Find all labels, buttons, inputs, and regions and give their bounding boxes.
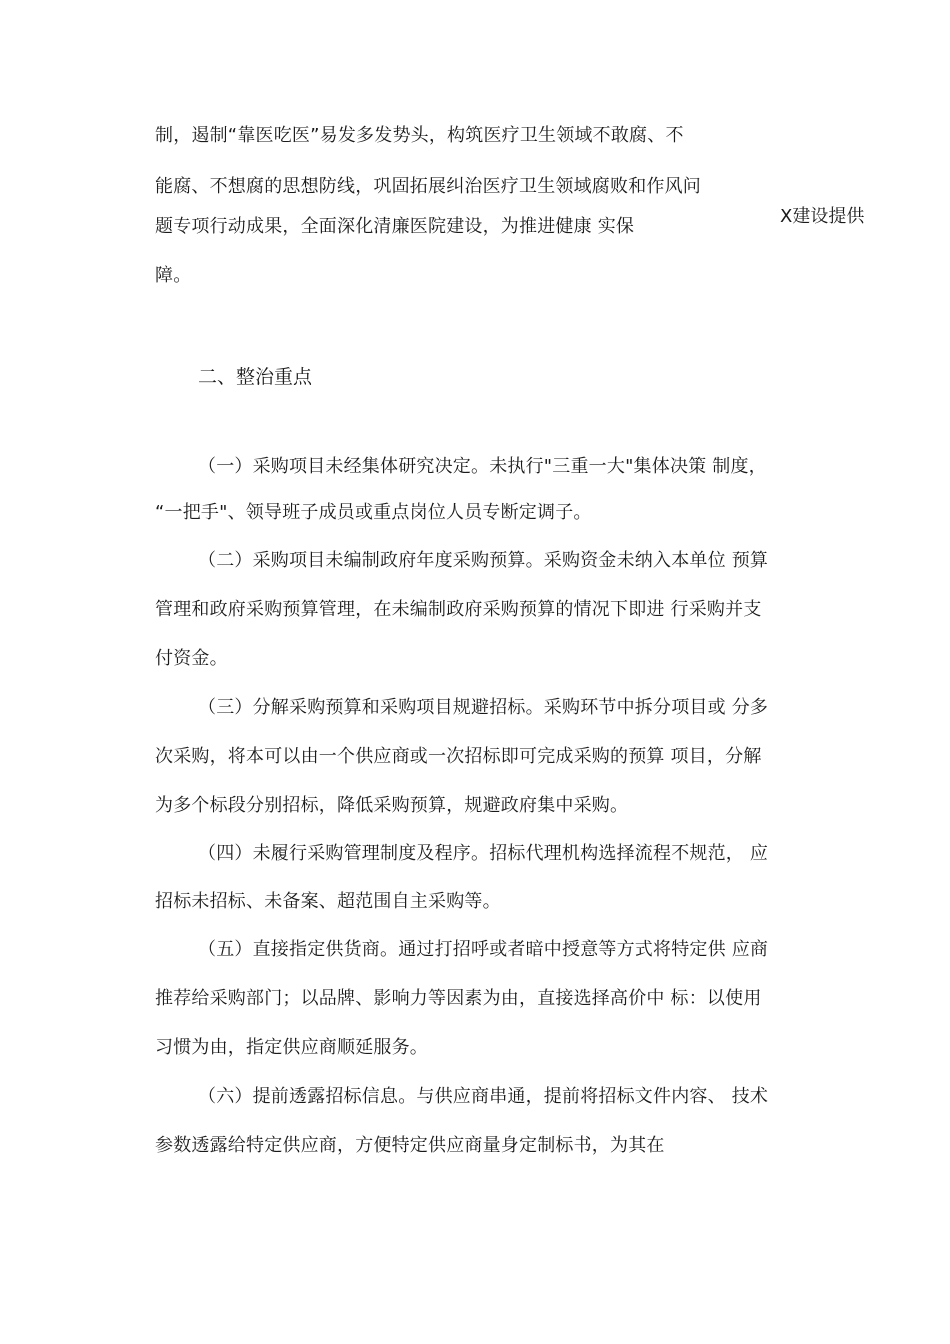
item-5-line-2: 推荐给采购部门；以品牌、影响力等因素为由，直接选择高价中 标：以使用: [155, 988, 762, 1009]
item-6-line-2: 参数透露给特定供应商，方便特定供应商量身定制标书，为其在: [155, 1135, 665, 1156]
intro-line-1: 制，遏制“靠医吃医”易发多发势头，构筑医疗卫生领域不敢腐、不: [155, 125, 684, 146]
item-2-line-1: （二）采购项目未编制政府年度采购预算。采购资金未纳入本单位 预算: [198, 550, 769, 571]
item-3-line-2: 次采购，将本可以由一个供应商或一次招标即可完成采购的预算 项目，分解: [155, 746, 762, 767]
item-2-line-3: 付资金。: [155, 648, 228, 669]
item-5-line-1: （五）直接指定供货商。通过打招呼或者暗中授意等方式将特定供 应商: [198, 939, 769, 960]
item-4-line-1: （四）未履行采购管理制度及程序。招标代理机构选择流程不规范， 应: [198, 843, 769, 864]
item-4-line-2: 招标未招标、未备案、超范围自主采购等。: [155, 891, 501, 912]
intro-line-2: 能腐、不想腐的思想防线，巩固拓展纠治医疗卫生领域腐败和作风问: [155, 176, 701, 197]
item-1-line-1: （一）采购项目未经集体研究决定。未执行"三重一大"集体决策 制度，: [198, 456, 767, 477]
item-3-line-1: （三）分解采购预算和采购项目规避招标。采购环节中拆分项目或 分多: [198, 697, 769, 718]
side-note-text: X建设提供: [780, 206, 865, 227]
item-5-line-3: 习惯为由，指定供应商顺延服务。: [155, 1037, 428, 1058]
item-6-line-1: （六）提前透露招标信息。与供应商串通，提前将招标文件内容、 技术: [198, 1086, 769, 1107]
item-3-line-3: 为多个标段分别招标，降低采购预算，规避政府集中采购。: [155, 795, 629, 816]
item-1-line-2: “一把手"、领导班子成员或重点岗位人员专断定调子。: [155, 502, 592, 523]
section-heading: 二、整治重点: [198, 366, 313, 388]
item-2-line-2: 管理和政府采购预算管理，在未编制政府采购预算的情况下即进 行采购并支: [155, 599, 762, 620]
intro-line-4: 障。: [155, 265, 192, 286]
intro-line-3: 题专项行动成果，全面深化清廉医院建设，为推进健康 实保: [155, 216, 635, 237]
